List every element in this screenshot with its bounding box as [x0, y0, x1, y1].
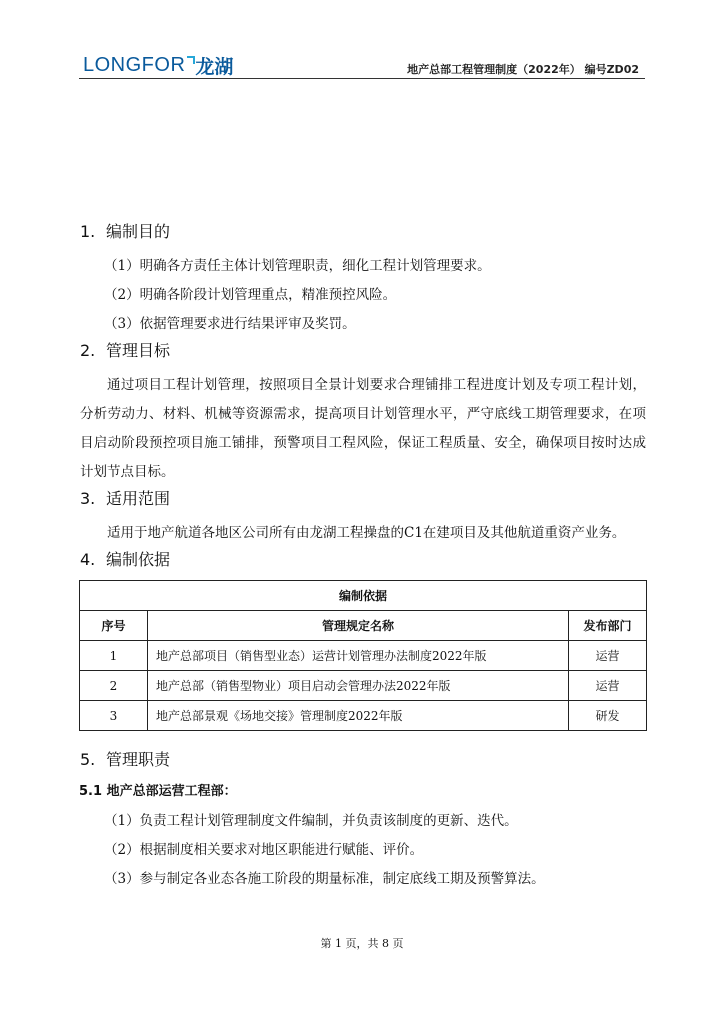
longfor-logo [83, 50, 233, 80]
section-2-paragraph: 通过项目工程计划管理，按照项目全景计划要求合理铺排工程进度计划及专项工程计划，分析劳动力、材料、机械等资源需求，提高项目计划管理水平，严守底线工期管理要求，在项目启动阶段预控项目施工铺排，预警项目工程风险，保证工程质量、安全，确保项目按时达成计划节点目标。 [80, 377, 646, 480]
section-3-heading: 3. 适用范围 [80, 489, 171, 508]
subsection-5-1-heading: 5.1 地产总部运营工程部： [79, 784, 237, 799]
page-footer: 第 1 页，共 8 页 [320, 937, 404, 950]
table-header-name: 管理规定名称 [148, 611, 569, 641]
section-1-heading: 1. 编制目的 [80, 222, 171, 241]
logo-text-cn: 龙湖 [195, 55, 234, 78]
list-item: （2）明确各阶段计划管理重点，精准预控风险。 [104, 287, 397, 303]
table-caption: 编制依据 [80, 581, 647, 611]
table-row: 2 地产总部（销售型物业）项目启动会管理办法2022年版 运营 [80, 671, 647, 701]
logo-text-en: LONGFOR [83, 53, 186, 76]
section-2-heading: 2. 管理目标 [80, 341, 171, 360]
section-3-paragraph: 适用于地产航道各地区公司所有由龙湖工程操盘的C1在建项目及其他航道重资产业务。 [107, 525, 626, 541]
section-4-heading: 4. 编制依据 [80, 550, 171, 569]
header-divider [79, 78, 645, 79]
list-item: （3）参与制定各业态各施工阶段的期量标准，制定底线工期及预警算法。 [104, 871, 545, 887]
table-row: 1 地产总部项目（销售型业态）运营计划管理办法制度2022年版 运营 [80, 641, 647, 671]
list-item: （3）依据管理要求进行结果评审及奖罚。 [104, 316, 356, 332]
table-header-index: 序号 [80, 611, 148, 641]
document-body [80, 218, 646, 894]
logo-mark-icon [186, 55, 194, 75]
section-5-heading: 5. 管理职责 [80, 750, 171, 769]
list-item: （1）负责工程计划管理制度文件编制，并负责该制度的更新、迭代。 [104, 813, 518, 829]
header-title: 地产总部工程管理制度（2022年） 编号ZD02 [407, 63, 639, 76]
basis-table [79, 580, 647, 731]
table-row: 3 地产总部景观《场地交接》管理制度2022年版 研发 [80, 701, 647, 731]
table-header-dept: 发布部门 [569, 611, 647, 641]
list-item: （1）明确各方责任主体计划管理职责，细化工程计划管理要求。 [104, 258, 491, 274]
list-item: （2）根据制度相关要求对地区职能进行赋能、评价。 [104, 842, 424, 858]
